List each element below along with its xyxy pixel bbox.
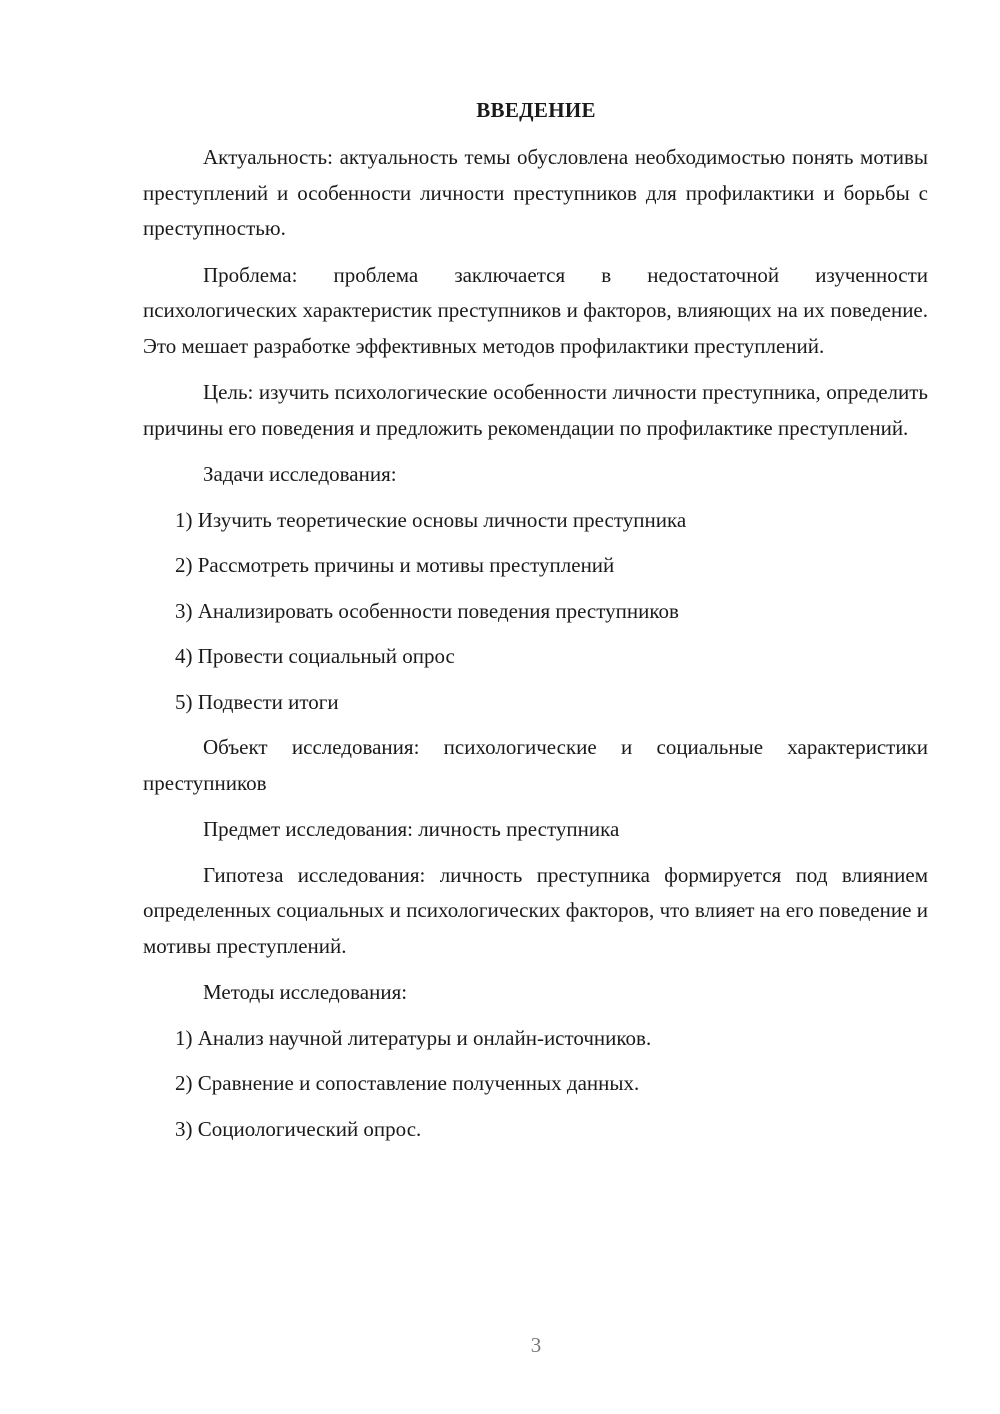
page-title: ВВЕДЕНИЕ	[476, 98, 596, 122]
hypothesis-paragraph: Гипотеза исследования: личность преступника формируется под влиянием определенных социальных и психологических факторов, что влияет на его поведение и мотивы преступлений.	[143, 862, 928, 958]
problem-paragraph: Проблема: проблема заключается в недостаточной изученности психологических характеристик преступников и факторов, влияющих на их поведение. Это мешает разработке эффективных методов профилактики преступлений.	[143, 262, 928, 358]
relevance-paragraph: Актуальность: актуальность темы обусловлена необходимостью понять мотивы преступлений и особенности личности преступников для профилактики и борьбы с преступностью.	[143, 145, 928, 240]
page-number: 3	[530, 1333, 542, 1357]
tasks-heading: Задачи исследования:	[203, 462, 397, 486]
task-item: 3) Анализировать особенности поведения преступников	[175, 598, 679, 623]
goal-paragraph: Цель: изучить психологические особенности личности преступника, определить причины его поведения и предложить рекомендации по профилактике преступлений.	[143, 380, 928, 440]
methods-heading: Методы исследования:	[203, 980, 408, 1004]
method-item: 2) Сравнение и сопоставление полученных данных.	[175, 1071, 640, 1095]
subject-paragraph: Предмет исследования: личность преступника	[203, 817, 620, 841]
task-item: 5) Подвести итоги	[175, 689, 339, 714]
task-item: 4) Провести социальный опрос	[175, 644, 455, 668]
method-item: 3) Социологический опрос.	[175, 1116, 422, 1141]
task-item: 2) Рассмотреть причины и мотивы преступлений	[175, 553, 615, 577]
object-paragraph: Объект исследования: психологические и социальные характеристики преступников	[143, 735, 928, 795]
task-item: 1) Изучить теоретические основы личности преступника	[175, 507, 687, 532]
method-item: 1) Анализ научной литературы и онлайн-источников.	[175, 1025, 652, 1050]
document-body	[143, 140, 928, 1157]
